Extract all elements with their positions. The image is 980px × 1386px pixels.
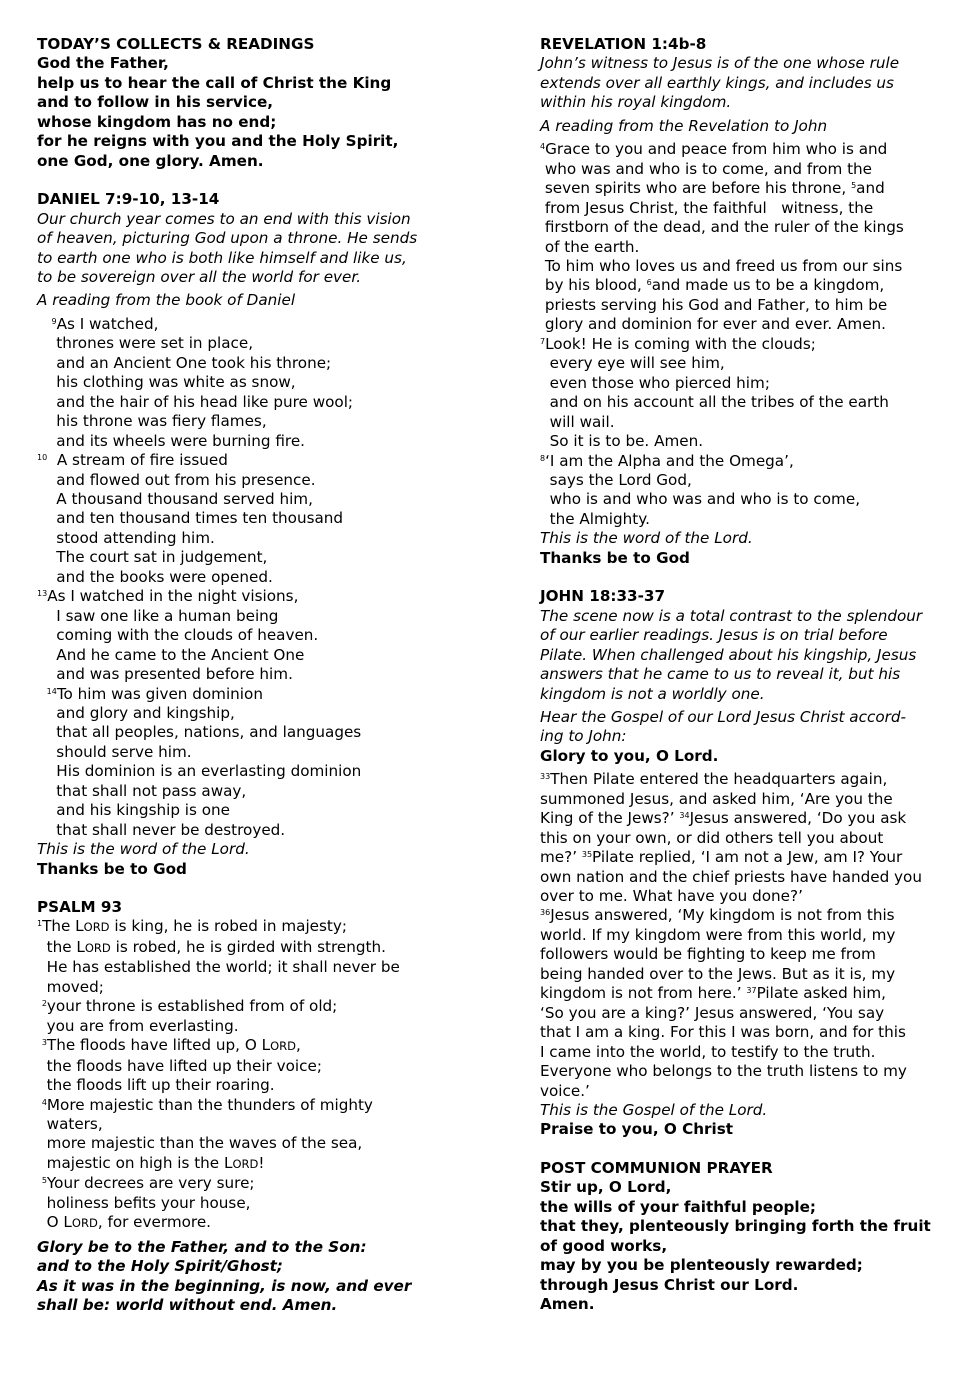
verse-line bbox=[540, 471, 950, 490]
verse-number: 9 bbox=[51, 316, 57, 326]
spacer bbox=[540, 1140, 950, 1159]
verse-number: 7 bbox=[540, 336, 546, 346]
verse-line bbox=[37, 393, 477, 412]
verse-line bbox=[540, 490, 950, 509]
line-text: to earth one who is both like himself and like us, bbox=[37, 248, 407, 267]
verse-line bbox=[540, 393, 950, 412]
line-text: may by you be plenteously rewarded; bbox=[540, 1256, 863, 1275]
verse-line bbox=[37, 373, 477, 392]
line-text: POST COMMUNION PRAYER bbox=[540, 1158, 773, 1177]
verse-line bbox=[540, 510, 950, 529]
italic-line bbox=[540, 93, 950, 112]
line-text: should serve him. bbox=[37, 742, 192, 761]
line-text: shall be: world without end. Amen. bbox=[37, 1296, 338, 1315]
line-text: that all peoples, nations, and languages bbox=[37, 723, 362, 742]
line-text: and glory and kingship, bbox=[37, 703, 235, 722]
verse-line bbox=[37, 1076, 477, 1095]
line-text: me?’ bbox=[540, 848, 582, 867]
line-text: stood attending him. bbox=[37, 528, 215, 547]
line-text: coming with the clouds of heaven. bbox=[37, 626, 319, 645]
line-text: from Jesus Christ, the faithful witness, the bbox=[540, 198, 874, 217]
verse-line bbox=[37, 1057, 477, 1076]
verse-line bbox=[540, 296, 950, 315]
verse-line bbox=[37, 548, 477, 567]
italic-line bbox=[540, 727, 950, 746]
verse-line bbox=[37, 607, 477, 626]
line-text: his throne was fiery flames, bbox=[37, 412, 267, 431]
verse-line bbox=[37, 1154, 477, 1174]
small-caps-text: ORD bbox=[232, 1156, 259, 1171]
verse-number: 3 bbox=[41, 1038, 47, 1048]
line-text: Glory be to the Father, and to the Son: bbox=[37, 1237, 367, 1256]
verse-line bbox=[37, 334, 477, 353]
verse-line bbox=[540, 140, 950, 159]
small-caps-text: ORD bbox=[71, 1216, 98, 1231]
verse-number: 5 bbox=[41, 1176, 47, 1186]
italic-line bbox=[540, 1101, 950, 1120]
verse-line bbox=[37, 1213, 477, 1233]
verse-line bbox=[540, 887, 950, 906]
verse-number: 35 bbox=[581, 850, 593, 860]
verse-line bbox=[540, 790, 950, 809]
italic-line bbox=[540, 685, 950, 704]
line-text: A reading from the Revelation to John bbox=[540, 116, 828, 135]
line-text: who is and who was and who is to come, bbox=[540, 490, 861, 509]
line-text: Pilate. When challenged about his kingship, Jesus bbox=[540, 645, 917, 664]
verse-number: 5 bbox=[851, 181, 857, 191]
line-text: ‘I am the Alpha and the Omega’, bbox=[545, 451, 794, 470]
verse-line bbox=[37, 743, 477, 762]
line-text: This is the Gospel of the Lord. bbox=[540, 1101, 768, 1120]
line-text: This is the word of the Lord. bbox=[37, 840, 250, 859]
verse-line bbox=[540, 906, 950, 925]
verse-line bbox=[540, 413, 950, 432]
bold-line bbox=[540, 35, 950, 54]
line-text: The L bbox=[42, 917, 84, 936]
line-text: Amen. bbox=[540, 1295, 595, 1314]
bold-line bbox=[540, 587, 950, 606]
line-text: His dominion is an everlasting dominion bbox=[37, 762, 362, 781]
verse-line bbox=[540, 945, 950, 964]
line-text: the floods lift up their roaring. bbox=[37, 1076, 275, 1095]
italic-line bbox=[540, 529, 950, 548]
verse-line bbox=[540, 1062, 950, 1081]
verse-number: 1 bbox=[37, 919, 43, 929]
line-text: and an Ancient One took his throne; bbox=[37, 353, 332, 372]
verse-line bbox=[37, 704, 477, 723]
italic-line bbox=[37, 210, 477, 229]
line-text: A stream of fire issued bbox=[47, 451, 228, 470]
bold-line bbox=[540, 1276, 950, 1295]
line-text: by his blood, bbox=[540, 276, 647, 295]
verse-line bbox=[37, 626, 477, 645]
small-caps-text: ORD bbox=[83, 920, 110, 935]
verse-number: 2 bbox=[41, 999, 47, 1009]
spacer bbox=[540, 568, 950, 587]
line-text: and on his account all the tribes of the earth bbox=[540, 393, 889, 412]
verse-line bbox=[37, 938, 477, 958]
italic-line bbox=[540, 708, 950, 727]
spacer bbox=[37, 879, 477, 898]
line-text: for he reigns with you and the Holy Spirit, bbox=[37, 132, 399, 151]
line-text: followers would be fighting to keep me from bbox=[540, 945, 876, 964]
line-text: Pilate asked him, bbox=[756, 984, 887, 1003]
verse-line bbox=[540, 432, 950, 451]
line-text: Jesus answered, ‘My kingdom is not from this bbox=[550, 906, 895, 925]
line-text: Thanks be to God bbox=[540, 548, 690, 567]
italic-line bbox=[37, 268, 477, 287]
verse-line bbox=[37, 1174, 477, 1193]
line-text: world. If my kingdom were from this world, my bbox=[540, 925, 896, 944]
verse-number: 37 bbox=[746, 986, 757, 996]
line-text: this on your own, or did others tell you about bbox=[540, 828, 884, 847]
bold-line bbox=[540, 1237, 950, 1256]
line-text: and the hair of his head like pure wool; bbox=[37, 392, 354, 411]
line-text: answers that he came to us to reveal it, but his bbox=[540, 665, 901, 684]
line-text: every eye will see him, bbox=[540, 354, 725, 373]
line-text: seven spirits who are before his throne, bbox=[540, 179, 852, 198]
bold-line bbox=[540, 1159, 950, 1178]
verse-line bbox=[37, 665, 477, 684]
line-text: A reading from the book of Daniel bbox=[37, 291, 296, 310]
verse-line bbox=[37, 917, 477, 937]
spacer bbox=[37, 171, 477, 190]
line-text: being handed over to the Jews. But as it is, my bbox=[540, 964, 896, 983]
line-text: The court sat in judgement, bbox=[37, 548, 268, 567]
line-text: Our church year comes to an end with this vision bbox=[37, 209, 411, 228]
verse-line bbox=[540, 276, 950, 295]
bold-line bbox=[37, 113, 477, 132]
line-text: over to me. What have you done?’ bbox=[540, 887, 803, 906]
line-text: , for evermore. bbox=[97, 1213, 211, 1232]
line-text: of the earth. bbox=[540, 237, 640, 256]
verse-line bbox=[37, 471, 477, 490]
line-text: of our earlier readings. Jesus is on trial before bbox=[540, 626, 888, 645]
line-text: PSALM 93 bbox=[37, 898, 123, 917]
line-text: and bbox=[856, 179, 885, 198]
verse-line bbox=[540, 315, 950, 334]
verse-line bbox=[37, 568, 477, 587]
line-text: and his kingship is one bbox=[37, 801, 231, 820]
verse-line bbox=[37, 315, 477, 334]
verse-number: 6 bbox=[646, 278, 652, 288]
line-text: Praise to you, O Christ bbox=[540, 1120, 734, 1139]
bold-line bbox=[37, 152, 477, 171]
verse-number: 34 bbox=[679, 811, 690, 821]
line-text: So it is to be. Amen. bbox=[540, 432, 704, 451]
line-text: is king, he is robed in majesty; bbox=[109, 917, 347, 936]
line-text: John’s witness to Jesus is of the one whose rule bbox=[540, 54, 900, 73]
small-caps-text: ORD bbox=[84, 940, 111, 955]
verse-line bbox=[37, 509, 477, 528]
indent bbox=[37, 685, 47, 703]
verse-line bbox=[37, 1017, 477, 1036]
verse-line bbox=[37, 1134, 477, 1153]
verse-line bbox=[540, 770, 950, 789]
line-text: O L bbox=[37, 1213, 72, 1232]
verse-line bbox=[37, 1115, 477, 1134]
verse-line bbox=[37, 685, 477, 704]
verse-line bbox=[540, 848, 950, 867]
line-text: kingdom is not from here.’ bbox=[540, 984, 747, 1003]
line-text: voice.’ bbox=[540, 1081, 590, 1100]
line-text: Then Pilate entered the headquarters again, bbox=[550, 770, 888, 789]
bold-line bbox=[540, 1178, 950, 1197]
line-text: Thanks be to God bbox=[37, 859, 187, 878]
line-text: I saw one like a human being bbox=[37, 606, 279, 625]
verse-number: 8 bbox=[540, 453, 546, 463]
line-text: JOHN 18:33-37 bbox=[540, 587, 666, 606]
line-text: As I watched, bbox=[56, 314, 159, 333]
line-text: that shall never be destroyed. bbox=[37, 820, 286, 839]
verse-number: 33 bbox=[540, 772, 551, 782]
line-text: Your decrees are very sure; bbox=[46, 1174, 255, 1193]
line-text: whose kingdom has no end; bbox=[37, 112, 277, 131]
verse-line bbox=[37, 1096, 477, 1115]
verse-line bbox=[540, 179, 950, 198]
verse-line bbox=[37, 821, 477, 840]
line-text: is robed, he is girded with strength. bbox=[110, 937, 386, 956]
line-text: and ten thousand times ten thousand bbox=[37, 509, 344, 528]
line-text: that shall not pass away, bbox=[37, 781, 247, 800]
line-text: the L bbox=[37, 937, 85, 956]
verse-line bbox=[37, 978, 477, 997]
line-text: and the books were opened. bbox=[37, 567, 273, 586]
verse-line bbox=[37, 646, 477, 665]
bold-line bbox=[540, 1295, 950, 1314]
verse-line bbox=[37, 762, 477, 781]
verse-number: 10 bbox=[37, 453, 48, 463]
verse-line bbox=[540, 1023, 950, 1042]
line-text: the Almighty. bbox=[540, 509, 650, 528]
line-text: , bbox=[295, 1036, 301, 1055]
line-text: and its wheels were burning fire. bbox=[37, 431, 305, 450]
verse-number: 36 bbox=[540, 908, 551, 918]
line-text: within his royal kingdom. bbox=[540, 93, 732, 112]
line-text: you are from everlasting. bbox=[37, 1016, 239, 1035]
verse-line bbox=[540, 1004, 950, 1023]
verse-line bbox=[37, 529, 477, 548]
right-column bbox=[540, 35, 950, 1315]
verse-line bbox=[540, 199, 950, 218]
verse-line bbox=[37, 723, 477, 742]
line-text: and flowed out from his presence. bbox=[37, 470, 316, 489]
line-text: and to follow in his service, bbox=[37, 93, 274, 112]
verse-line bbox=[37, 1194, 477, 1213]
line-text: The scene now is a total contrast to the splendour bbox=[540, 606, 923, 625]
line-text: The floods have lifted up, O L bbox=[46, 1036, 271, 1055]
verse-line bbox=[37, 451, 477, 470]
line-text: Hear the Gospel of our Lord Jesus Christ accord- bbox=[540, 707, 906, 726]
verse-line bbox=[540, 868, 950, 887]
bold-line bbox=[37, 860, 477, 879]
line-text: glory and dominion for ever and ever. Amen. bbox=[540, 315, 886, 334]
bold-line bbox=[540, 1198, 950, 1217]
line-text: kingdom is not a worldly one. bbox=[540, 684, 765, 703]
verse-line bbox=[540, 452, 950, 471]
italic-line bbox=[37, 840, 477, 859]
line-text: summoned Jesus, and asked him, ‘Are you the bbox=[540, 789, 893, 808]
line-text: firstborn of the dead, and the ruler of the kings bbox=[540, 218, 904, 237]
line-text: King of the Jews?’ bbox=[540, 809, 680, 828]
verse-line bbox=[540, 1082, 950, 1101]
bold-line bbox=[540, 549, 950, 568]
verse-line bbox=[37, 1036, 477, 1056]
verse-line bbox=[37, 997, 477, 1016]
line-text: and made us to be a kingdom, bbox=[651, 276, 885, 295]
verse-number: 14 bbox=[46, 686, 57, 696]
line-text: says the Lord God, bbox=[540, 470, 692, 489]
verse-number: 4 bbox=[540, 142, 546, 152]
line-text: More majestic than the thunders of mighty bbox=[46, 1095, 373, 1114]
verse-line bbox=[37, 801, 477, 820]
verse-line bbox=[540, 257, 950, 276]
verse-line bbox=[540, 1043, 950, 1062]
bold-line bbox=[37, 54, 477, 73]
bold-line bbox=[37, 190, 477, 209]
verse-line bbox=[540, 926, 950, 945]
line-text: As it was in the beginning, is now, and ever bbox=[37, 1276, 412, 1295]
verse-line bbox=[37, 432, 477, 451]
verse-line bbox=[540, 374, 950, 393]
line-text: TODAY’S COLLECTS & READINGS bbox=[37, 35, 315, 53]
italic-line bbox=[37, 1238, 477, 1257]
line-text: And he came to the Ancient One bbox=[37, 645, 305, 664]
verse-line bbox=[540, 809, 950, 828]
verse-line bbox=[37, 782, 477, 801]
line-text: A thousand thousand served him, bbox=[37, 489, 313, 508]
line-text: own nation and the chief priests have handed you bbox=[540, 867, 922, 886]
verse-line bbox=[37, 958, 477, 977]
line-text: help us to hear the call of Christ the King bbox=[37, 73, 392, 92]
line-text: Glory to you, O Lord. bbox=[540, 746, 719, 765]
line-text: Jesus answered, ‘Do you ask bbox=[689, 809, 907, 828]
verse-line bbox=[37, 587, 477, 606]
line-text: thrones were set in place, bbox=[37, 334, 254, 353]
verse-line bbox=[540, 984, 950, 1003]
bold-line bbox=[540, 1256, 950, 1275]
line-text: To him who loves us and freed us from our sins bbox=[540, 256, 903, 275]
verse-line bbox=[540, 218, 950, 237]
line-text: ‘So you are a king?’ Jesus answered, ‘You say bbox=[540, 1003, 885, 1022]
verse-line bbox=[540, 965, 950, 984]
italic-line bbox=[540, 117, 950, 136]
line-text: that I am a king. For this I was born, and for this bbox=[540, 1023, 906, 1042]
line-text: extends over all earthly kings, and includes us bbox=[540, 73, 894, 92]
line-text: more majestic than the waves of the sea, bbox=[37, 1134, 363, 1153]
left-column bbox=[37, 35, 477, 1316]
line-text: holiness befits your house, bbox=[37, 1193, 251, 1212]
verse-line bbox=[37, 490, 477, 509]
line-text: Pilate replied, ‘I am not a Jew, am I? Your bbox=[592, 848, 903, 867]
verse-line bbox=[540, 238, 950, 257]
line-text: God the Father, bbox=[37, 54, 169, 73]
line-text: the wills of your faithful people; bbox=[540, 1197, 816, 1216]
bold-line bbox=[37, 93, 477, 112]
indent bbox=[37, 315, 51, 333]
line-text: I came into the world, to testify to the truth. bbox=[540, 1042, 876, 1061]
line-text: He has established the world; it shall never be bbox=[37, 958, 400, 977]
italic-line bbox=[540, 74, 950, 93]
line-text: Look! He is coming with the clouds; bbox=[545, 334, 816, 353]
italic-line bbox=[37, 291, 477, 310]
bold-line bbox=[540, 1217, 950, 1236]
italic-line bbox=[540, 626, 950, 645]
italic-line bbox=[540, 607, 950, 626]
line-text: of heaven, picturing God upon a throne. He sends bbox=[37, 229, 418, 248]
italic-line bbox=[37, 1257, 477, 1276]
verse-number: 4 bbox=[41, 1097, 47, 1107]
italic-line bbox=[540, 665, 950, 684]
line-text: and was presented before him. bbox=[37, 665, 293, 684]
verse-line bbox=[540, 335, 950, 354]
line-text: ing to John: bbox=[540, 727, 627, 746]
verse-number: 13 bbox=[37, 589, 48, 599]
bold-line bbox=[37, 132, 477, 151]
line-text: even those who pierced him; bbox=[540, 373, 770, 392]
verse-line bbox=[540, 354, 950, 373]
line-text: your throne is established from of old; bbox=[46, 997, 338, 1016]
verse-line bbox=[540, 829, 950, 848]
line-text: waters, bbox=[37, 1115, 103, 1134]
line-text: To him was given dominion bbox=[56, 684, 263, 703]
verse-line bbox=[37, 354, 477, 373]
line-text: Grace to you and peace from him who is and bbox=[545, 140, 888, 159]
line-text: his clothing was white as snow, bbox=[37, 373, 296, 392]
line-text: Everyone who belongs to the truth listens to my bbox=[540, 1062, 907, 1081]
line-text: majestic on high is the L bbox=[37, 1153, 233, 1172]
italic-line bbox=[37, 1296, 477, 1315]
line-text: This is the word of the Lord. bbox=[540, 529, 753, 548]
bold-line bbox=[37, 35, 477, 54]
verse-line bbox=[540, 160, 950, 179]
line-text: will wail. bbox=[540, 412, 615, 431]
italic-line bbox=[540, 646, 950, 665]
line-text: of good works, bbox=[540, 1236, 668, 1255]
bold-line bbox=[37, 898, 477, 917]
small-caps-text: ORD bbox=[270, 1039, 296, 1054]
italic-line bbox=[37, 249, 477, 268]
line-text: moved; bbox=[37, 977, 104, 996]
line-text: to be sovereign over all the world for ever. bbox=[37, 267, 362, 286]
bold-line bbox=[37, 74, 477, 93]
italic-line bbox=[37, 229, 477, 248]
verse-line bbox=[37, 412, 477, 431]
line-text: Stir up, O Lord, bbox=[540, 1178, 672, 1197]
line-text: who was and who is to come, and from the bbox=[540, 159, 872, 178]
italic-line bbox=[37, 1277, 477, 1296]
line-text: that they, plenteously bringing forth the fruit bbox=[540, 1217, 931, 1236]
line-text: REVELATION 1:4b-8 bbox=[540, 35, 707, 53]
line-text: one God, one glory. Amen. bbox=[37, 151, 264, 170]
bold-line bbox=[540, 1120, 950, 1139]
line-text: As I watched in the night visions, bbox=[47, 587, 299, 606]
line-text: and to the Holy Spirit/Ghost; bbox=[37, 1257, 284, 1276]
line-text: DANIEL 7:9-10, 13-14 bbox=[37, 190, 220, 209]
line-text: priests serving his God and Father, to him be bbox=[540, 295, 888, 314]
line-text: the floods have lifted up their voice; bbox=[37, 1056, 322, 1075]
line-text: through Jesus Christ our Lord. bbox=[540, 1275, 799, 1294]
line-text: ! bbox=[258, 1153, 265, 1172]
italic-line bbox=[540, 54, 950, 73]
bold-line bbox=[540, 747, 950, 766]
